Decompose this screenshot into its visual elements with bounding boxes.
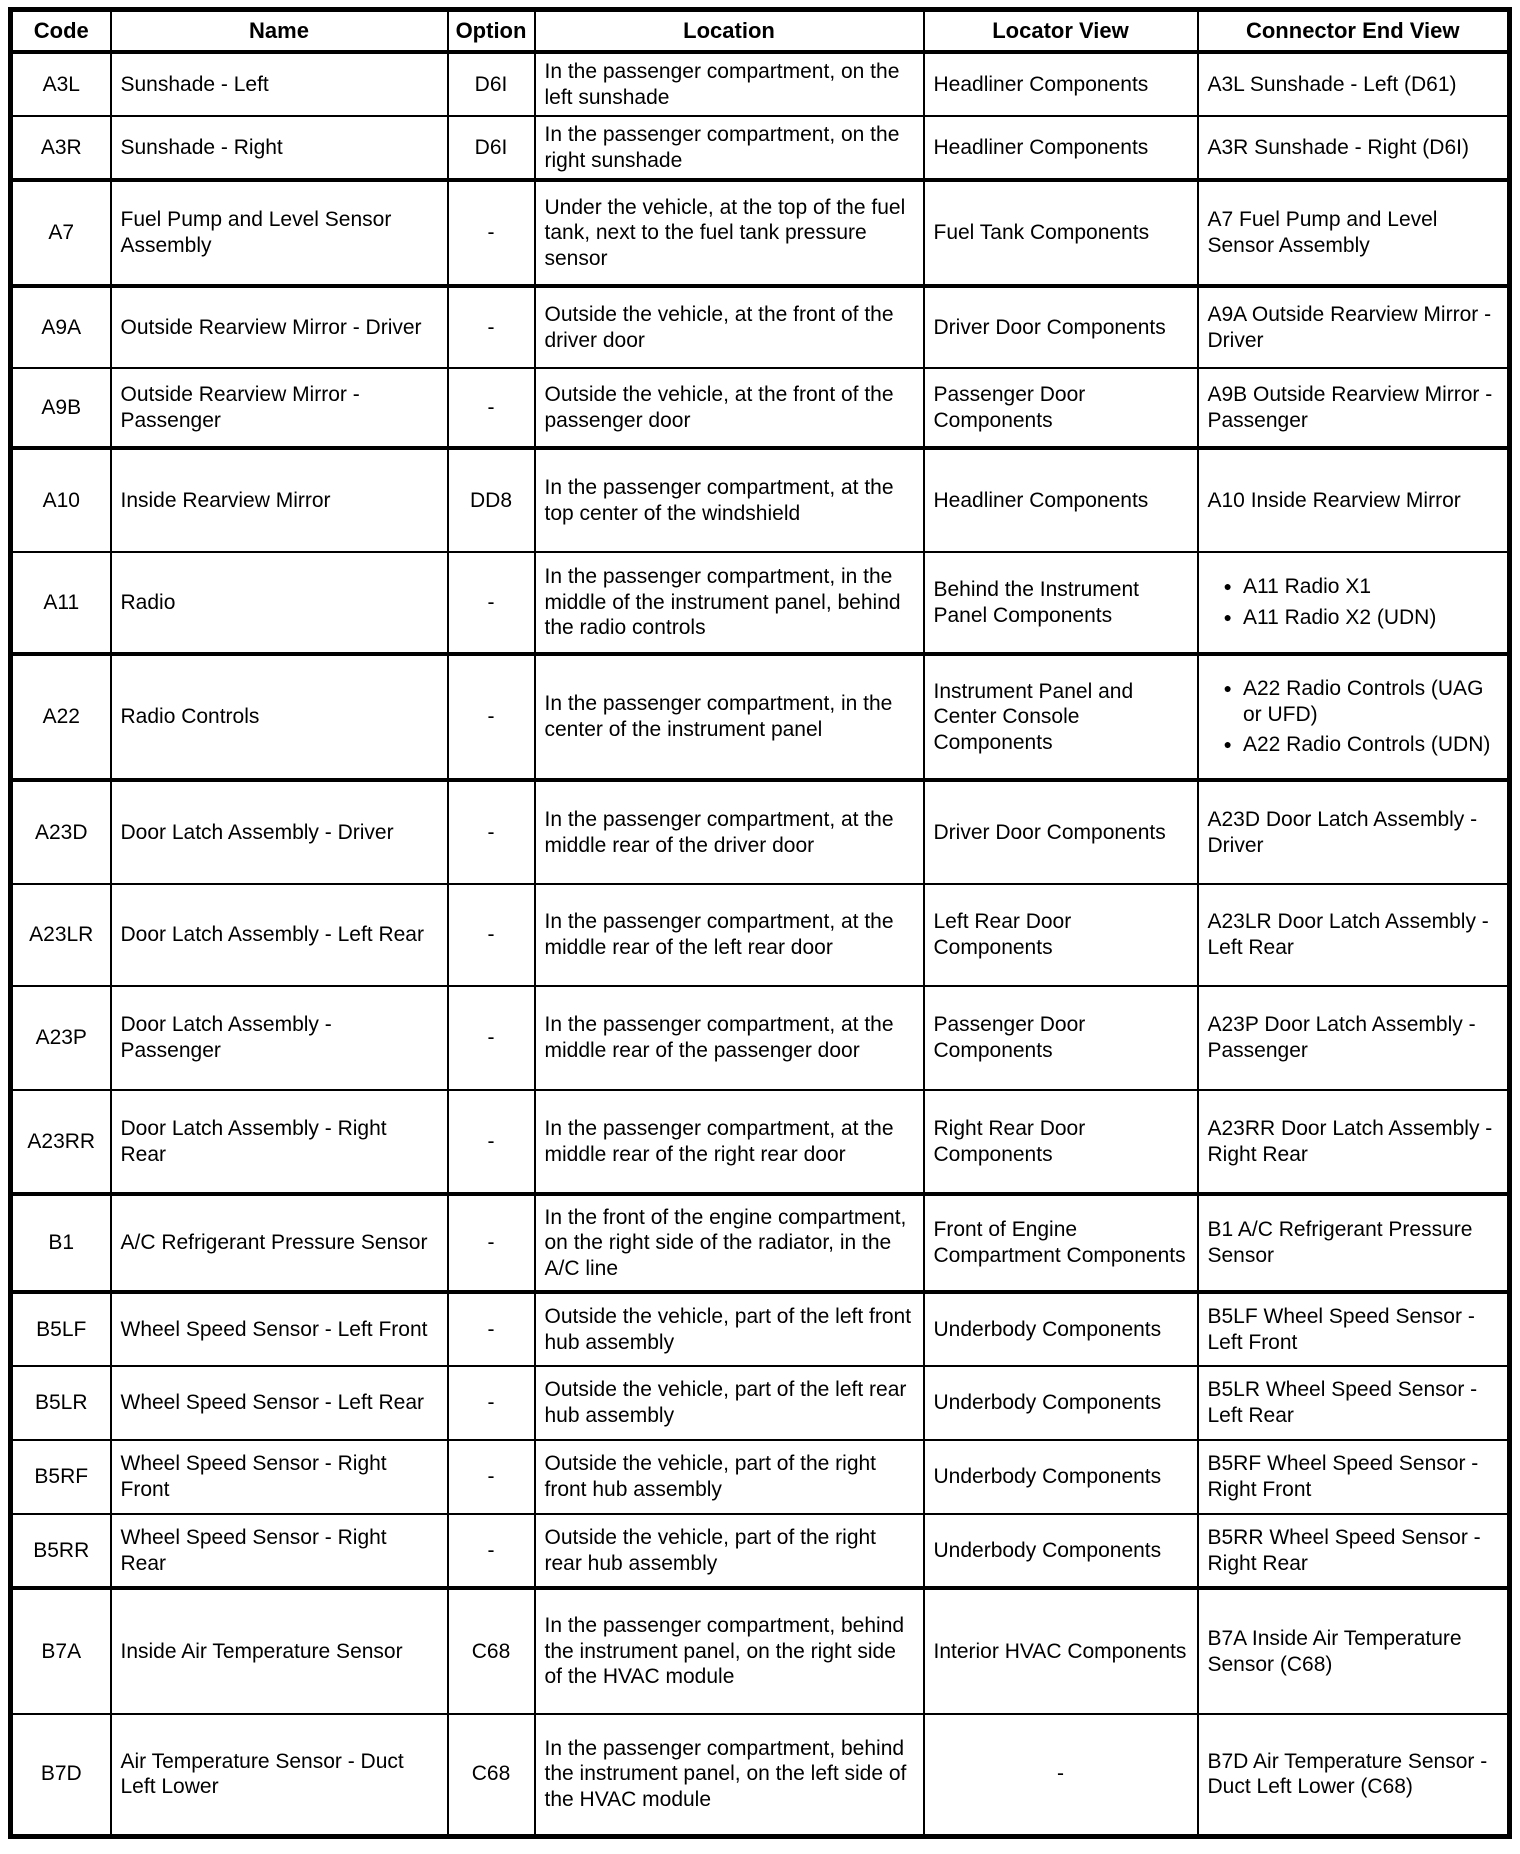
bullet-text: A22 Radio Controls (UDN) xyxy=(1242,733,1491,757)
code-cell: A7 xyxy=(11,180,111,286)
name-cell: Outside Rearview Mirror - Passenger xyxy=(111,368,448,448)
table-row xyxy=(11,448,1510,552)
code-cell: A23LR xyxy=(11,884,111,986)
locator-view-cell: Interior HVAC Components xyxy=(924,1588,1198,1714)
location-cell: In the passenger compartment, at the middle rear of the passenger door xyxy=(535,986,924,1090)
table-row xyxy=(11,180,1510,286)
code-cell: B5LF xyxy=(11,1292,111,1366)
code-cell: B5LR xyxy=(11,1366,111,1440)
option-cell: - xyxy=(448,986,535,1090)
table-row xyxy=(11,654,1510,780)
header-option: Option xyxy=(448,10,535,53)
table-body xyxy=(11,52,1510,1836)
bullet-item xyxy=(1208,574,1499,600)
locator-view-cell: Headliner Components xyxy=(924,52,1198,116)
option-cell: - xyxy=(448,654,535,780)
location-cell: Outside the vehicle, at the front of the passenger door xyxy=(535,368,924,448)
connector-location-table xyxy=(8,7,1512,1839)
connector-end-cell: A3R Sunshade - Right (D6I) xyxy=(1198,116,1510,180)
bullet-text: A11 Radio X1 xyxy=(1242,575,1371,599)
connector-end-cell: B5RR Wheel Speed Sensor - Right Rear xyxy=(1198,1514,1510,1588)
table-row xyxy=(11,52,1510,116)
option-cell: - xyxy=(448,1514,535,1588)
connector-end-cell: A9A Outside Rearview Mirror - Driver xyxy=(1198,286,1510,368)
option-cell: - xyxy=(448,1292,535,1366)
location-cell: Outside the vehicle, part of the left front hub assembly xyxy=(535,1292,924,1366)
name-cell: Wheel Speed Sensor - Left Front xyxy=(111,1292,448,1366)
option-cell: - xyxy=(448,1194,535,1292)
name-cell: Wheel Speed Sensor - Left Rear xyxy=(111,1366,448,1440)
code-cell: A9B xyxy=(11,368,111,448)
locator-view-cell: Instrument Panel and Center Console Components xyxy=(924,654,1198,780)
connector-bullet-list xyxy=(1208,676,1499,758)
bullet-item xyxy=(1208,732,1499,758)
bullet-dot-icon: ● xyxy=(1223,609,1232,625)
option-cell: DD8 xyxy=(448,448,535,552)
connector-end-cell: A7 Fuel Pump and Level Sensor Assembly xyxy=(1198,180,1510,286)
location-cell: In the passenger compartment, at the middle rear of the driver door xyxy=(535,780,924,884)
bullet-item xyxy=(1208,605,1499,631)
table-row xyxy=(11,116,1510,180)
table-row xyxy=(11,368,1510,448)
code-cell: A9A xyxy=(11,286,111,368)
table-row xyxy=(11,1292,1510,1366)
name-cell: Door Latch Assembly - Passenger xyxy=(111,986,448,1090)
name-cell: Inside Air Temperature Sensor xyxy=(111,1588,448,1714)
header-name: Name xyxy=(111,10,448,53)
locator-view-cell: Underbody Components xyxy=(924,1440,1198,1514)
connector-end-cell: A23RR Door Latch Assembly - Right Rear xyxy=(1198,1090,1510,1194)
locator-view-cell: - xyxy=(924,1714,1198,1836)
locator-view-cell: Headliner Components xyxy=(924,448,1198,552)
bullet-dot-icon: ● xyxy=(1223,578,1232,595)
header-locator-view: Locator View xyxy=(924,10,1198,53)
location-cell: In the passenger compartment, behind the instrument panel, on the left side of the HVAC module xyxy=(535,1714,924,1836)
name-cell: Door Latch Assembly - Driver xyxy=(111,780,448,884)
location-cell: In the passenger compartment, at the middle rear of the left rear door xyxy=(535,884,924,986)
location-cell: In the passenger compartment, in the middle of the instrument panel, behind the radio controls xyxy=(535,552,924,654)
code-cell: B1 xyxy=(11,1194,111,1292)
connector-end-cell: B7D Air Temperature Sensor - Duct Left Lower (C68) xyxy=(1198,1714,1510,1836)
table-row xyxy=(11,1514,1510,1588)
locator-view-cell: Driver Door Components xyxy=(924,286,1198,368)
name-cell: Wheel Speed Sensor - Right Front xyxy=(111,1440,448,1514)
code-cell: B7A xyxy=(11,1588,111,1714)
connector-bullet-list xyxy=(1208,574,1499,630)
location-cell: Outside the vehicle, part of the right front hub assembly xyxy=(535,1440,924,1514)
table-row xyxy=(11,1090,1510,1194)
connector-end-cell: A3L Sunshade - Left (D61) xyxy=(1198,52,1510,116)
header-row xyxy=(11,10,1510,53)
option-cell: - xyxy=(448,286,535,368)
bullet-dot-icon: ● xyxy=(1223,680,1232,697)
connector-end-cell: A23D Door Latch Assembly - Driver xyxy=(1198,780,1510,884)
code-cell: A11 xyxy=(11,552,111,654)
option-cell: - xyxy=(448,780,535,884)
option-cell: D6I xyxy=(448,116,535,180)
location-cell: In the front of the engine compartment, on the right side of the radiator, in the A/C line xyxy=(535,1194,924,1292)
name-cell: Air Temperature Sensor - Duct Left Lower xyxy=(111,1714,448,1836)
code-cell: A3R xyxy=(11,116,111,180)
locator-view-cell: Behind the Instrument Panel Components xyxy=(924,552,1198,654)
table-row xyxy=(11,884,1510,986)
locator-view-cell: Left Rear Door Components xyxy=(924,884,1198,986)
option-cell: - xyxy=(448,180,535,286)
connector-end-cell: B5LR Wheel Speed Sensor - Left Rear xyxy=(1198,1366,1510,1440)
table-row xyxy=(11,1714,1510,1836)
name-cell: Door Latch Assembly - Left Rear xyxy=(111,884,448,986)
table-header xyxy=(11,10,1510,53)
table-row xyxy=(11,286,1510,368)
name-cell: Door Latch Assembly - Right Rear xyxy=(111,1090,448,1194)
header-connector-end-view: Connector End View xyxy=(1198,10,1510,53)
name-cell: Sunshade - Right xyxy=(111,116,448,180)
location-cell: In the passenger compartment, at the top center of the windshield xyxy=(535,448,924,552)
locator-view-cell: Fuel Tank Components xyxy=(924,180,1198,286)
option-cell: D6I xyxy=(448,52,535,116)
locator-view-cell: Driver Door Components xyxy=(924,780,1198,884)
location-cell: In the passenger compartment, on the right sunshade xyxy=(535,116,924,180)
locator-view-cell: Underbody Components xyxy=(924,1366,1198,1440)
location-cell: Outside the vehicle, at the front of the driver door xyxy=(535,286,924,368)
bullet-item xyxy=(1208,676,1499,727)
bullet-dot-icon: ● xyxy=(1223,736,1232,753)
code-cell: A10 xyxy=(11,448,111,552)
table-row xyxy=(11,1588,1510,1714)
connector-end-cell xyxy=(1198,552,1510,654)
code-cell: A3L xyxy=(11,52,111,116)
name-cell: Inside Rearview Mirror xyxy=(111,448,448,552)
table-row xyxy=(11,986,1510,1090)
code-cell: B5RF xyxy=(11,1440,111,1514)
name-cell: Outside Rearview Mirror - Driver xyxy=(111,286,448,368)
locator-view-cell: Right Rear Door Components xyxy=(924,1090,1198,1194)
header-location: Location xyxy=(535,10,924,53)
connector-end-cell: B1 A/C Refrigerant Pressure Sensor xyxy=(1198,1194,1510,1292)
location-cell: Under the vehicle, at the top of the fuel tank, next to the fuel tank pressure sensor xyxy=(535,180,924,286)
code-cell: A23P xyxy=(11,986,111,1090)
bullet-text: A22 Radio Controls (UAG or UFD) xyxy=(1242,677,1484,726)
location-cell: In the passenger compartment, behind the instrument panel, on the right side of the HVAC module xyxy=(535,1588,924,1714)
connector-end-cell: A9B Outside Rearview Mirror - Passenger xyxy=(1198,368,1510,448)
name-cell: Wheel Speed Sensor - Right Rear xyxy=(111,1514,448,1588)
name-cell: Radio Controls xyxy=(111,654,448,780)
location-cell: Outside the vehicle, part of the left rear hub assembly xyxy=(535,1366,924,1440)
locator-view-cell: Passenger Door Components xyxy=(924,368,1198,448)
connector-end-cell xyxy=(1198,654,1510,780)
option-cell: - xyxy=(448,552,535,654)
option-cell: - xyxy=(448,1090,535,1194)
connector-end-cell: B5LF Wheel Speed Sensor - Left Front xyxy=(1198,1292,1510,1366)
name-cell: Radio xyxy=(111,552,448,654)
locator-view-cell: Front of Engine Compartment Components xyxy=(924,1194,1198,1292)
code-cell: B5RR xyxy=(11,1514,111,1588)
table-row xyxy=(11,780,1510,884)
connector-end-cell: A23LR Door Latch Assembly - Left Rear xyxy=(1198,884,1510,986)
code-cell: A23RR xyxy=(11,1090,111,1194)
header-code: Code xyxy=(11,10,111,53)
connector-end-cell: A23P Door Latch Assembly - Passenger xyxy=(1198,986,1510,1090)
code-cell: A22 xyxy=(11,654,111,780)
code-cell: A23D xyxy=(11,780,111,884)
table-row xyxy=(11,1194,1510,1292)
name-cell: A/C Refrigerant Pressure Sensor xyxy=(111,1194,448,1292)
table-row xyxy=(11,1366,1510,1440)
option-cell: C68 xyxy=(448,1714,535,1836)
option-cell: - xyxy=(448,884,535,986)
connector-end-cell: B5RF Wheel Speed Sensor - Right Front xyxy=(1198,1440,1510,1514)
connector-end-cell: A10 Inside Rearview Mirror xyxy=(1198,448,1510,552)
locator-view-cell: Headliner Components xyxy=(924,116,1198,180)
bullet-text: A11 Radio X2 (UDN) xyxy=(1242,606,1437,629)
name-cell: Sunshade - Left xyxy=(111,52,448,116)
name-cell: Fuel Pump and Level Sensor Assembly xyxy=(111,180,448,286)
option-cell: - xyxy=(448,1440,535,1514)
option-cell: - xyxy=(448,1366,535,1440)
connector-end-cell: B7A Inside Air Temperature Sensor (C68) xyxy=(1198,1588,1510,1714)
locator-view-cell: Underbody Components xyxy=(924,1292,1198,1366)
table-row xyxy=(11,552,1510,654)
location-cell: Outside the vehicle, part of the right rear hub assembly xyxy=(535,1514,924,1588)
location-cell: In the passenger compartment, at the middle rear of the right rear door xyxy=(535,1090,924,1194)
option-cell: - xyxy=(448,368,535,448)
location-cell: In the passenger compartment, in the center of the instrument panel xyxy=(535,654,924,780)
locator-view-cell: Underbody Components xyxy=(924,1514,1198,1588)
code-cell: B7D xyxy=(11,1714,111,1836)
locator-view-cell: Passenger Door Components xyxy=(924,986,1198,1090)
location-cell: In the passenger compartment, on the left sunshade xyxy=(535,52,924,116)
table-row xyxy=(11,1440,1510,1514)
option-cell: C68 xyxy=(448,1588,535,1714)
